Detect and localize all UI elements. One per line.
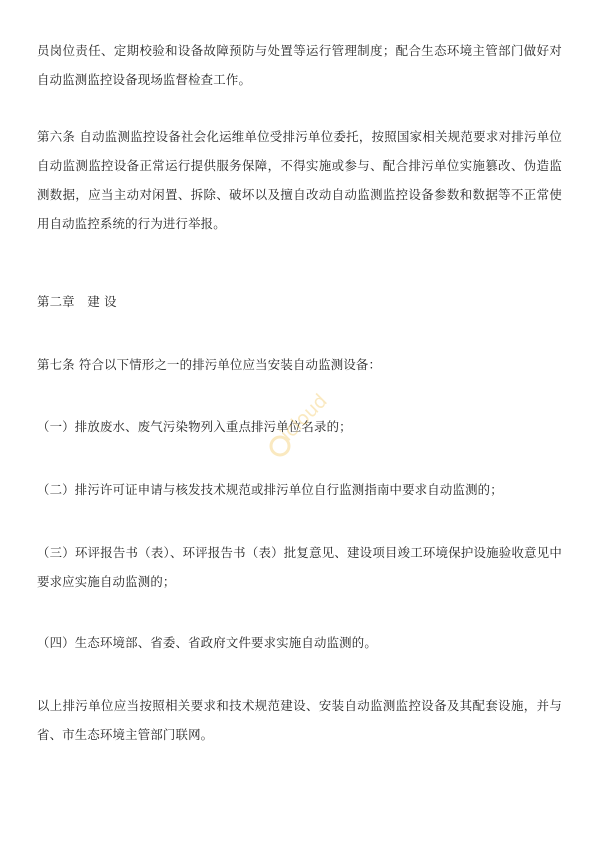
article-6-text: 第六条 自动监测监控设备社会化运维单位受排污单位委托，按照国家相关规范要求对排污单位自动监测监控设备正常运行提供服务保障，不得实施或参与、配合排污单位实施篡改、伪造监测数据，应当主动对闲置、拆除、破坏以及擅自改动自动监测监控设备参数和数据等不正常使用自动监控系统的行为进行举报。 (37, 129, 562, 231)
article-7 (37, 350, 562, 379)
list-item-text: （一）排放废水、废气污染物列入重点排污单位名录的； (37, 419, 352, 434)
closing-text: 以上排污单位应当按照相关要求和技术规范建设、安装自动监测监控设备及其配套设施，并与省、市生态环境主管部门联网。 (37, 698, 562, 742)
list-item-text: （四）生态环境部、省委、省政府文件要求实施自动监测的。 (37, 635, 377, 650)
list-item-1 (37, 412, 562, 441)
article-7-text: 第七条 符合以下情形之一的排污单位应当安装自动监测设备： (37, 357, 382, 372)
paragraph-closing (37, 691, 562, 749)
article-6 (37, 122, 562, 238)
chapter-2-heading (37, 287, 562, 316)
chapter-heading-text: 第二章 建 设 (37, 294, 117, 309)
list-item-4 (37, 628, 562, 657)
list-item-2 (37, 475, 562, 504)
list-item-text: （二）排污许可证申请与核发技术规范或排污单位自行监测指南中要求自动监测的； (37, 482, 503, 497)
list-item-3 (37, 538, 562, 596)
paragraph-text: 员岗位责任、定期校验和设备故障预防与处置等运行管理制度；配合生态环境主管部门做好对自动监测监控设备现场监督检查工作。 (37, 43, 562, 87)
watermark-text: icloud (275, 389, 332, 446)
list-item-text: （三）环评报告书（表）、环评报告书（表）批复意见、建设项目竣工环境保护设施验收意见中要求应实施自动监测的； (37, 545, 562, 589)
paragraph-responsibility (37, 36, 562, 94)
